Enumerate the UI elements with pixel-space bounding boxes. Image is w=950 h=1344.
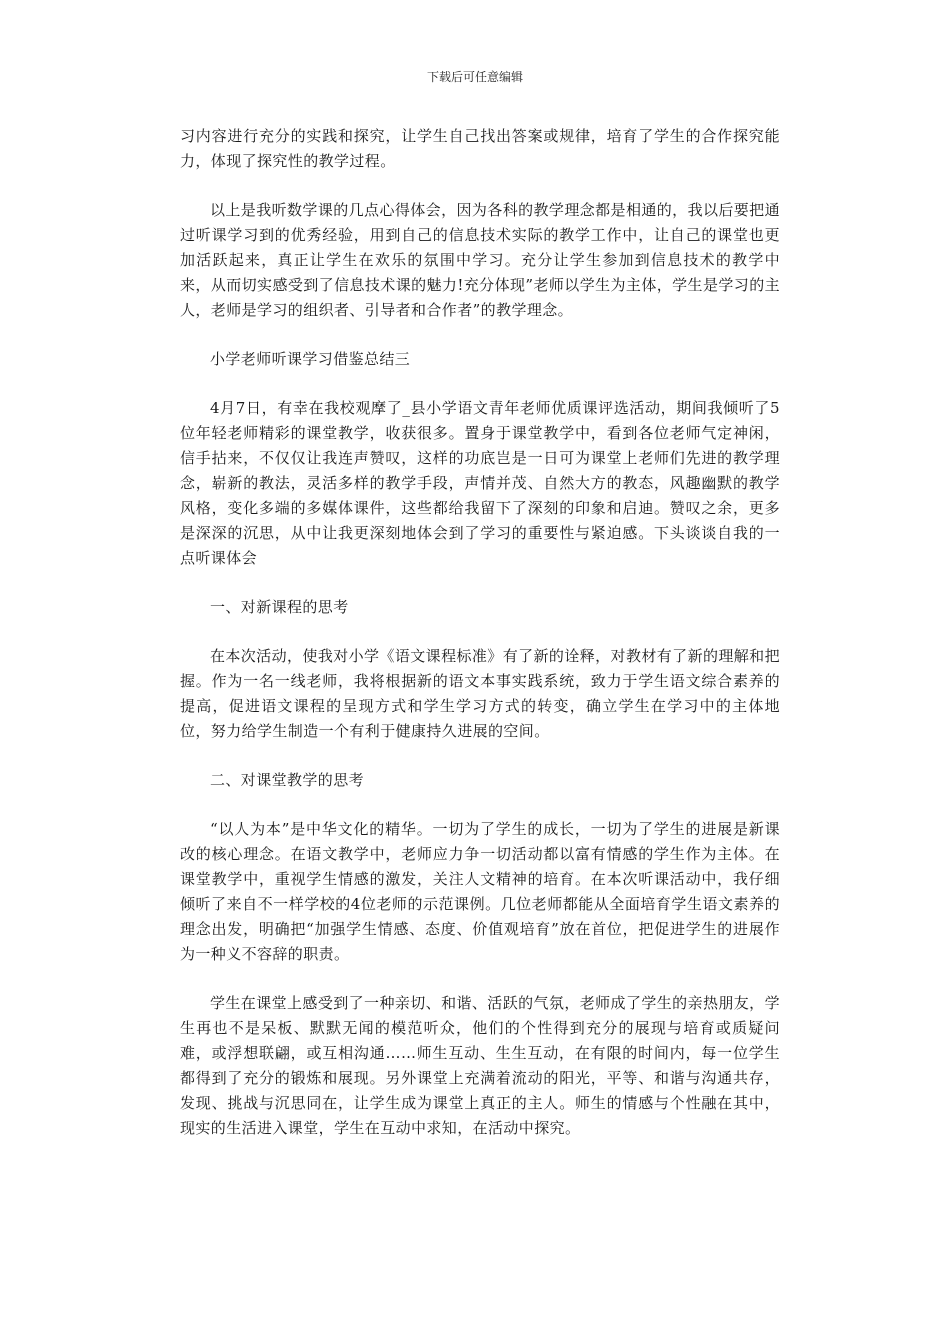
document-body [180,124,780,1165]
paragraph-observation: 4月7日，有幸在我校观摩了_县小学语文青年老师优质课评选活动，期间我倾听了5位年轻老师精彩的课堂教学，收获很多。置身于课堂教学中，看到各位老师气定神闲，信手拈来，不仅仅让我连声赞叹，这样的功底岂是一日可为课堂上老师们先进的教学理念，崭新的教法，灵活多样的教学手段，声情并茂、自然大方的教态，风趣幽默的教学风格，变化多端的多媒体课件，这些都给我留下了深刻的印象和启迪。赞叹之余，更多是深深的沉思，从中让我更深刻地体会到了学习的重要性与紧迫感。下头谈谈自我的一点听课体会 [180,399,780,567]
page-header-label: 下载后可任意编辑 [426,70,523,84]
section-title-summary: 小学老师听课学习借鉴总结三 [210,350,411,368]
paragraph-math-reflection: 以上是我听数学课的几点心得体会，因为各科的教学理念都是相通的，我以后要把通过听课学习到的优秀经验，用到自己的信息技术实际的教学工作中，让自己的课堂也更加活跃起来，真正让学生在欢乐的氛围中学习。充分让学生参加到信息技术的教学中来，从而切实感受到了信息技术课的魅力!充分体现”老师以学生为主体，学生是学习的主人，老师是学习的组织者、引导者和合作者”的教学理念。 [180,201,780,319]
paragraph-people-oriented: “以人为本”是中华文化的精华。一切为了学生的成长，一切为了学生的进展是新课改的核心理念。在语文教学中，老师应力争一切活动都以富有情感的学生作为主体。在课堂教学中，重视学生情感的激发，关注人文精神的培育。在本次听课活动中，我仔细倾听了来自不一样学校的4位老师的示范课例。几位老师都能从全面培育学生语文素养的理念出发，明确把“加强学生情感、态度、价值观培育”放在首位，把促进学生的进展作为一种义不容辞的职责。 [180,820,780,963]
section-heading-new-curriculum: 一、对新课程的思考 [210,598,349,616]
paragraph-new-curriculum: 在本次活动，使我对小学《语文课程标准》有了新的诠释，对教材有了新的理解和把握。作为一名一线老师，我将根据新的语文本事实践系统，致力于学生语文综合素养的提高，促进语文课程的呈现方式和学生学习方式的转变，确立学生在学习中的主体地位，努力给学生制造一个有利于健康持久进展的空间。 [180,647,780,740]
section-heading-classroom-teaching: 二、对课堂教学的思考 [210,771,365,789]
paragraph-continuation: 习内容进行充分的实践和探究，让学生自己找出答案或规律，培育了学生的合作探究能力，体现了探究性的教学过程。 [180,127,780,170]
paragraph-student-atmosphere: 学生在课堂上感受到了一种亲切、和谐、活跃的气氛，老师成了学生的亲热朋友，学生再也不是呆板、默默无闻的模范听众，他们的个性得到充分的展现与培育或质疑问难，或浮想联翩，或互相沟通……师生互动、生生互动，在有限的时间内，每一位学生都得到了充分的锻炼和展现。另外课堂上充满着流动的阳光，平等、和谐与沟通共存，发现、挑战与沉思同在，让学生成为课堂上真正的主人。师生的情感与个性融在其中，现实的生活进入课堂，学生在互动中求知，在活动中探究。 [180,994,780,1137]
